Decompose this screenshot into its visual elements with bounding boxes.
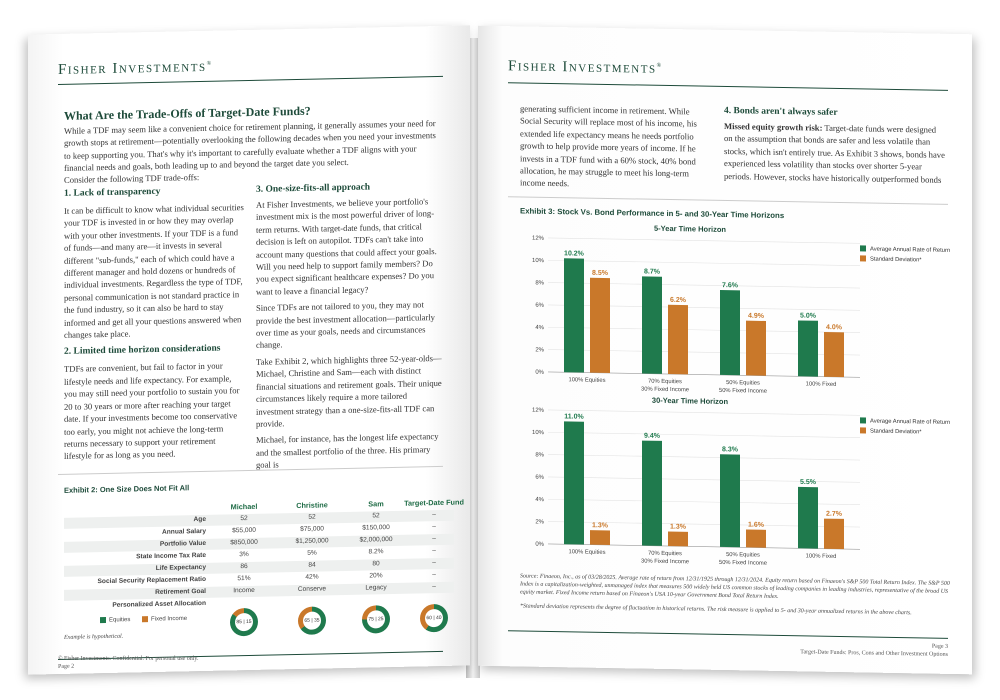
header-rule: [508, 82, 948, 91]
bar: [590, 530, 610, 545]
legend-label: Average Annual Rate of Return: [870, 246, 950, 254]
data-label: 5.0%: [800, 312, 816, 320]
legend-swatch: [860, 255, 866, 261]
bonds-section: [724, 106, 946, 186]
heading-transparency: 1. Lack of transparency: [64, 186, 161, 199]
x-tick-label: 100% Equities: [568, 377, 606, 384]
bar: [642, 276, 662, 373]
footer-rule: [508, 630, 948, 639]
std-dev-footnote: *Standard deviation represents the degree of fluctuation in historical returns. The risk measure is applied to 5- and 30-year annualized returns in the above charts.: [520, 603, 912, 617]
legend-label: Standard Deviation*: [870, 428, 922, 436]
source-note: Source: Finaeon, Inc., as of 03/28/2025. Average rate of return from 12/31/1925 through 12/31/2024. Equity return based on Finaeon's S&P 500 Total Return Index. The S&P 500 Index is a capitalization-weighted, unmanaged index that measures 500 widely held US common stocks of leading companies in leading industries, representative of the broad US equity market. Fixed Income return based on Finaeon's USA 10-year Government Bond Total Return Index.: [520, 573, 950, 600]
bar: [746, 321, 766, 376]
brand-logo: Fisher Investments®: [58, 58, 213, 79]
legend-swatch: [860, 245, 866, 251]
bar: [824, 519, 844, 549]
y-tick-label: 4%: [535, 497, 544, 504]
gridline: [548, 238, 860, 243]
y-tick-label: 8%: [535, 280, 544, 287]
consider-line: Consider the following TDF trade-offs:: [64, 172, 200, 185]
copyright: © Fisher Investments. Confidential. For personal use only.: [58, 656, 199, 662]
brand-logo: Fisher Investments®: [508, 58, 663, 77]
allocation-donut: 65 | 35: [298, 606, 326, 635]
x-tick-label: 50% Equities: [726, 380, 760, 387]
heading-one-size: 3. One-size-fits-all approach: [256, 182, 371, 195]
document-title: Target-Date Funds: Pros, Cons and Other Investment Options: [800, 649, 948, 658]
table-row: Social Security Replacement Ratio 51% 42% 20% –: [97, 571, 436, 586]
right-column: [256, 181, 446, 472]
data-label: 6.2%: [670, 296, 686, 305]
y-tick-label: 10%: [531, 429, 544, 437]
bar: [564, 421, 584, 544]
y-tick-label: 12%: [531, 407, 544, 414]
legend-label: Standard Deviation*: [870, 256, 922, 264]
table-row: Life Expectancy 86 84 80 –: [64, 558, 454, 577]
equities-swatch: [100, 617, 106, 623]
data-label: 1.3%: [592, 522, 608, 530]
data-label: 11.0%: [564, 413, 584, 421]
exhibit2-table: [64, 497, 464, 626]
data-label: 1.3%: [670, 523, 686, 531]
y-tick-label: 6%: [535, 302, 544, 309]
y-tick-label: 10%: [531, 257, 544, 265]
exhibit2-title: Exhibit 2: One Size Does Not Fit All: [64, 483, 190, 495]
allocation-legend: Equities Fixed Income: [100, 615, 187, 623]
bar-chart-svg: [520, 391, 950, 569]
bar: [564, 258, 584, 372]
x-tick-label: 100% Fixed: [805, 381, 837, 388]
legend-label: Average Annual Rate of Return: [870, 418, 950, 426]
data-label: 8.3%: [722, 446, 738, 454]
chart-title: 30-Year Time Horizon: [651, 395, 729, 407]
bar: [668, 305, 688, 375]
bar: [824, 332, 844, 377]
legend-swatch: [860, 417, 866, 423]
bar: [720, 290, 740, 375]
data-label: 4.9%: [748, 312, 764, 320]
y-tick-label: 8%: [535, 452, 544, 459]
exhibit2-note: Example is hypothetical.: [64, 633, 124, 641]
data-label: 4.0%: [826, 324, 842, 332]
chart-30-year: [520, 391, 950, 574]
data-label: 1.6%: [748, 521, 764, 529]
gridline: [548, 455, 860, 460]
x-tick-label: 70% Equities: [648, 550, 682, 558]
y-tick-label: 4%: [535, 325, 544, 332]
chart-5-year: [520, 219, 950, 402]
fixed-income-swatch: [142, 616, 148, 622]
x-tick-label: 50% Fixed Income: [718, 387, 768, 395]
heading-bonds: 4. Bonds aren't always safer: [724, 105, 838, 118]
y-tick-label: 12%: [531, 235, 544, 242]
allocation-donut: 75 | 25: [362, 605, 390, 634]
data-label: 10.2%: [564, 250, 584, 258]
y-tick-label: 0%: [535, 541, 544, 548]
exhibit3-title: Exhibit 3: Stock Vs. Bond Performance in 5- and 30-Year Time Horizons: [520, 206, 785, 221]
table-row: Annual Salary $55,000 $75,000 $150,000 –: [162, 523, 436, 536]
left-page: [28, 25, 470, 674]
section-title: What Are the Trade-Offs of Target-Date Funds?: [64, 103, 311, 123]
col-header: Sam: [368, 499, 384, 509]
paragraph-michael: Michael, for instance, has the longest life expectancy and the smallest portfolio of the three. His primary goal is: [256, 431, 439, 470]
x-tick-label: 70% Equities: [648, 378, 682, 386]
heading-time-horizon: 2. Limited time horizon considerations: [64, 344, 221, 358]
exhibit-divider: [508, 196, 948, 205]
data-label: 9.4%: [644, 432, 660, 440]
allocation-donut: 60 | 40: [420, 604, 448, 633]
x-tick-label: 30% Fixed Income: [640, 558, 690, 566]
y-tick-label: 0%: [535, 369, 544, 376]
exhibit-divider: [58, 466, 443, 475]
y-tick-label: 2%: [535, 519, 544, 526]
col-header: Christine: [296, 500, 328, 511]
gridline: [548, 260, 860, 265]
page-number: Page 2: [58, 663, 75, 671]
col-header: Target-Date Fund: [404, 497, 464, 508]
data-label: 7.6%: [722, 282, 738, 290]
x-tick-label: 30% Fixed Income: [640, 386, 690, 394]
bar: [720, 454, 740, 547]
y-tick-label: 2%: [535, 347, 544, 354]
data-label: 8.5%: [592, 269, 608, 278]
bar: [642, 441, 662, 546]
bar: [668, 531, 688, 546]
paragraph-bonds: Missed equity growth risk: Target-date funds were designed on the assumption that bonds are safer and less volatile than stocks, which isn't entirely true. As Exhibit 3 shows, bonds have experienced less volatility than stocks over shorter 5-year periods. However, stocks have historically outperformed bonds: [724, 120, 945, 185]
table-row: Age 52 52 52 –: [64, 510, 454, 529]
intro-paragraph: While a TDF may seem like a convenient choice for retirement planning, it generally assumes your need for growth stops at retirement—potentially overlooking the following decades when you need your investments to keep supporting you. That's why it's important to carefully evaluate whether a TDF aligns with your financial needs and goals, both leading up to and beyond the target date you select.: [64, 118, 436, 174]
continued-paragraph: generating sufficient income in retirement. While Social Security will replace most of his income, his extended life expectancy means he needs portfolio growth to help provide more years of income. If he invests in a TDF fund with a 60% stock, 40% bond allocation, he may struggle to meet his long-term income needs.: [520, 103, 697, 189]
bar: [798, 487, 818, 549]
table-row: State Income Tax Rate 3% 5% 8.2% –: [136, 547, 436, 561]
left-column: [64, 185, 244, 462]
paragraph-not-tailored: Since TDFs are not tailored to you, they may not provide the best investment allocation—particularly over time as your goals, needs and circumstances change.: [256, 299, 435, 351]
data-label: 2.7%: [826, 510, 842, 518]
bar-chart-svg: [520, 219, 950, 397]
data-label: 8.7%: [644, 268, 660, 276]
table-row: Retirement Goal Income Conserve Legacy –: [64, 582, 454, 601]
bar: [746, 529, 766, 547]
bar: [590, 278, 610, 373]
allocation-donut: 85 | 15: [230, 608, 258, 637]
y-tick-label: 6%: [535, 474, 544, 481]
col-header: Michael: [230, 501, 258, 512]
paragraph-transparency: It can be difficult to know what individual securities your TDF is invested in or how they may overlap with your other investments. If your TDF is a fund of funds—and many are—it invests in several different "sub-funds," each of which could have a different manager and hold dozens or hundreds of individual investments. Regardless the type of TDF, personal communication is not standard practice in the fund industry, so it can also be hard to stay informed and get all your questions answered when changes take place.: [64, 202, 244, 340]
bar: [798, 320, 818, 376]
legend-swatch: [860, 427, 866, 433]
table-row: Personalized Asset Allocation: [112, 599, 206, 609]
right-page: [478, 26, 972, 675]
page-number: Page 3: [931, 643, 948, 650]
gridline: [548, 432, 860, 437]
data-label: 5.5%: [800, 478, 816, 487]
gridline: [548, 410, 860, 415]
x-tick-label: 50% Fixed Income: [718, 559, 768, 567]
chart-title: 5-Year Time Horizon: [654, 223, 726, 235]
paragraph-one-size: At Fisher Investments, we believe your portfolio's investment mix is the most powerful driver of long-term returns. With target-date funds, that critical decision is left on autopilot. TDFs can't take into account many questions that could affect your goals. Will you need help to support family members? Do you expect significant healthcare expenses? Do you want to leave a financial legacy?: [256, 196, 437, 297]
x-tick-label: 100% Equities: [568, 549, 606, 556]
table-row: Portfolio Value $850,000 $1,250,000 $2,000,000 –: [64, 534, 454, 553]
x-tick-label: 100% Fixed: [805, 553, 837, 560]
x-tick-label: 50% Equities: [726, 552, 760, 559]
paragraph-time-horizon: TDFs are convenient, but fail to factor in your lifestyle needs and life expectancy. For example, you may still need your portfolio to sustain you for 20 to 30 years or more after reaching your target date. If your investments become too conservative too early, you might not achieve the long-term returns necessary to support your retirement lifestyle for as long as you need.: [64, 361, 240, 462]
paragraph-exhibit-ref: Take Exhibit 2, which highlights three 52-year-olds—Michael, Christine and Sam—each with distinct financial situations and retirement goals. Their unique circumstances likely require a more tailored investment strategy than a one-size-fits-all TDF can provide.: [256, 352, 442, 429]
